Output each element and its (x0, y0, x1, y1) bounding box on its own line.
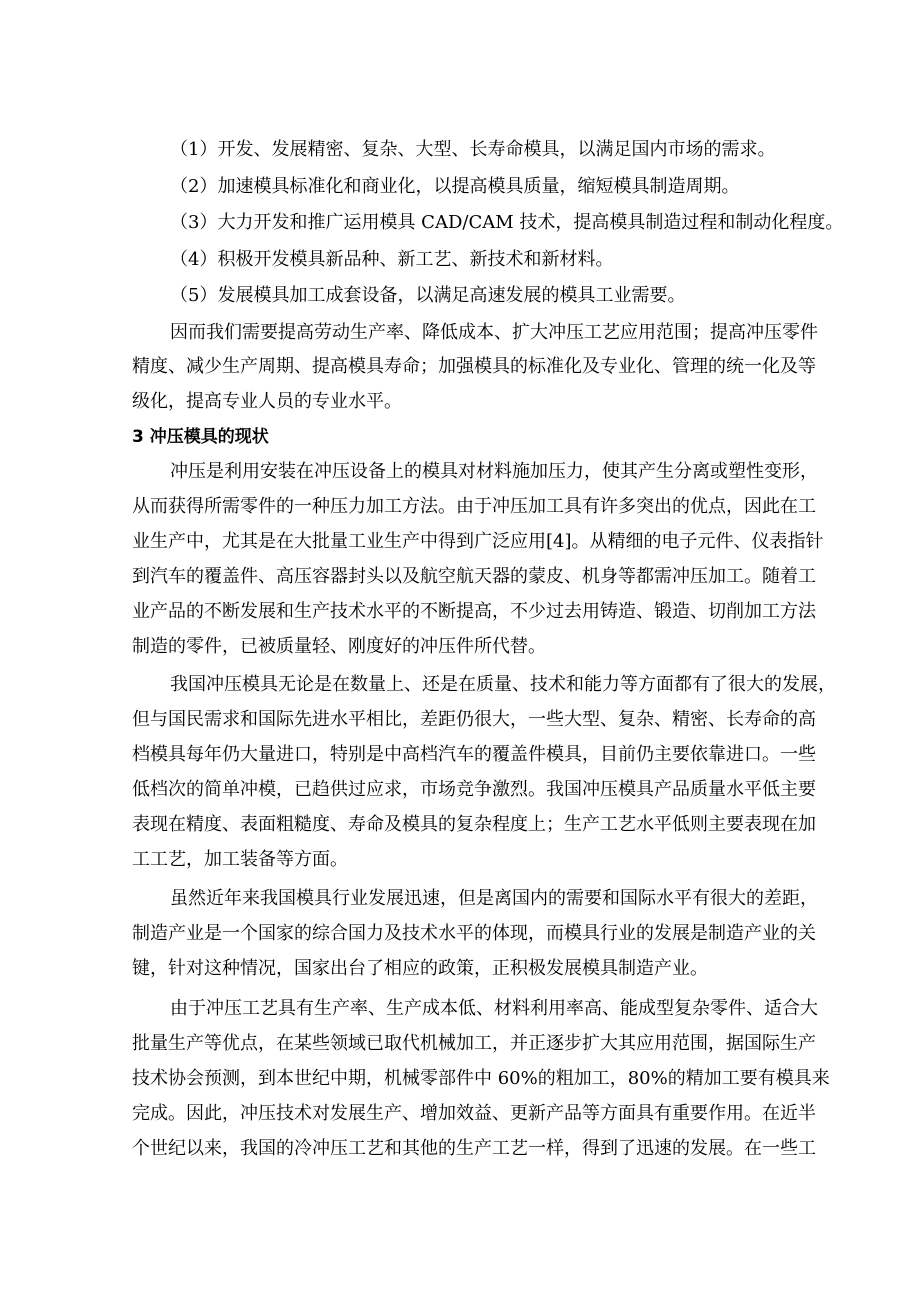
paragraph-line: 从而获得所需零件的一种压力加工方法。由于冲压加工具有许多突出的优点，因此在工 (132, 496, 816, 517)
section-heading: 3 冲压模具的现状 (132, 427, 269, 447)
paragraph-line: 级化，提高专业人员的专业水平。 (132, 391, 402, 412)
paragraph-line: 冲压是利用安装在冲压设备上的模具对材料施加压力，使其产生分离或塑性变形， (170, 461, 818, 482)
paragraph-line: 业产品的不断发展和生产技术水平的不断提高，不少过去用铸造、锻造、切削加工方法 (132, 601, 816, 622)
paragraph-line: 虽然近年来我国模具行业发展迅速，但是离国内的需要和国际水平有很大的差距， (170, 888, 818, 909)
paragraph-line: 键，针对这种情况，国家出台了相应的政策，正积极发展模具制造产业。 (132, 958, 708, 979)
paragraph-line: 制造产业是一个国家的综合国力及技术水平的体现，而模具行业的发展是制造产业的关 (132, 923, 816, 944)
paragraph-line: 由于冲压工艺具有生产率、生产成本低、材料利用率高、能成型复杂零件、适合大 (170, 998, 818, 1019)
list-item: （4）积极开发模具新品种、新工艺、新技术和新材料。 (170, 249, 614, 270)
paragraph-line: 业生产中，尤其是在大批量工业生产中得到广泛应用[4]。从精细的电子元件、仪表指针 (132, 531, 824, 552)
list-item: （5）发展模具加工成套设备，以满足高速发展的模具工业需要。 (170, 285, 686, 306)
paragraph-line: 个世纪以来，我国的冷冲压工艺和其他的生产工艺一样，得到了迅速的发展。在一些工 (132, 1138, 816, 1159)
paragraph-line: 制造的零件，已被质量轻、刚度好的冲压件所代替。 (132, 636, 546, 657)
paragraph-line: 表现在精度、表面粗糙度、寿命及模具的复杂程度上；生产工艺水平低则主要表现在加 (132, 814, 816, 835)
paragraph-line: 精度、减少生产周期、提高模具寿命；加强模具的标准化及专业化、管理的统一化及等 (132, 356, 816, 377)
paragraph-line: 到汽车的覆盖件、高压容器封头以及航空航天器的蒙皮、机身等都需冲压加工。随着工 (132, 566, 816, 587)
paragraph-line: 工工艺，加工装备等方面。 (132, 849, 348, 870)
list-item: （2）加速模具标准化和商业化，以提高模具质量，缩短模具制造周期。 (170, 176, 740, 197)
paragraph-line: 档模具每年仍大量进口，特别是中高档汽车的覆盖件模具，目前仍主要依靠进口。一些 (132, 744, 816, 765)
paragraph-line: 但与国民需求和国际先进水平相比，差距仍很大，一些大型、复杂、精密、长寿命的高 (132, 709, 816, 730)
paragraph-line: 我国冲压模具无论是在数量上、还是在质量、技术和能力等方面都有了很大的发展， (170, 674, 836, 695)
list-item: （3）大力开发和推广运用模具 CAD/CAM 技术，提高模具制造过程和制动化程度。 (170, 212, 844, 233)
paragraph-line: 完成。因此，冲压技术对发展生产、增加效益、更新产品等方面具有重要作用。在近半 (132, 1103, 816, 1124)
paragraph-line: 技术协会预测，到本世纪中期，机械零部件中 60%的粗加工，80%的精加工要有模具来 (132, 1068, 830, 1089)
paragraph-line: 批量生产等优点，在某些领域已取代机械加工，并正逐步扩大其应用范围，据国际生产 (132, 1033, 816, 1054)
list-item: （1）开发、发展精密、复杂、大型、长寿命模具，以满足国内市场的需求。 (170, 139, 776, 160)
paragraph-line: 低档次的简单冲模，已趋供过应求，市场竞争激烈。我国冲压模具产品质量水平低主要 (132, 779, 816, 800)
paragraph-line: 因而我们需要提高劳动生产率、降低成本、扩大冲压工艺应用范围；提高冲压零件 (170, 322, 818, 343)
